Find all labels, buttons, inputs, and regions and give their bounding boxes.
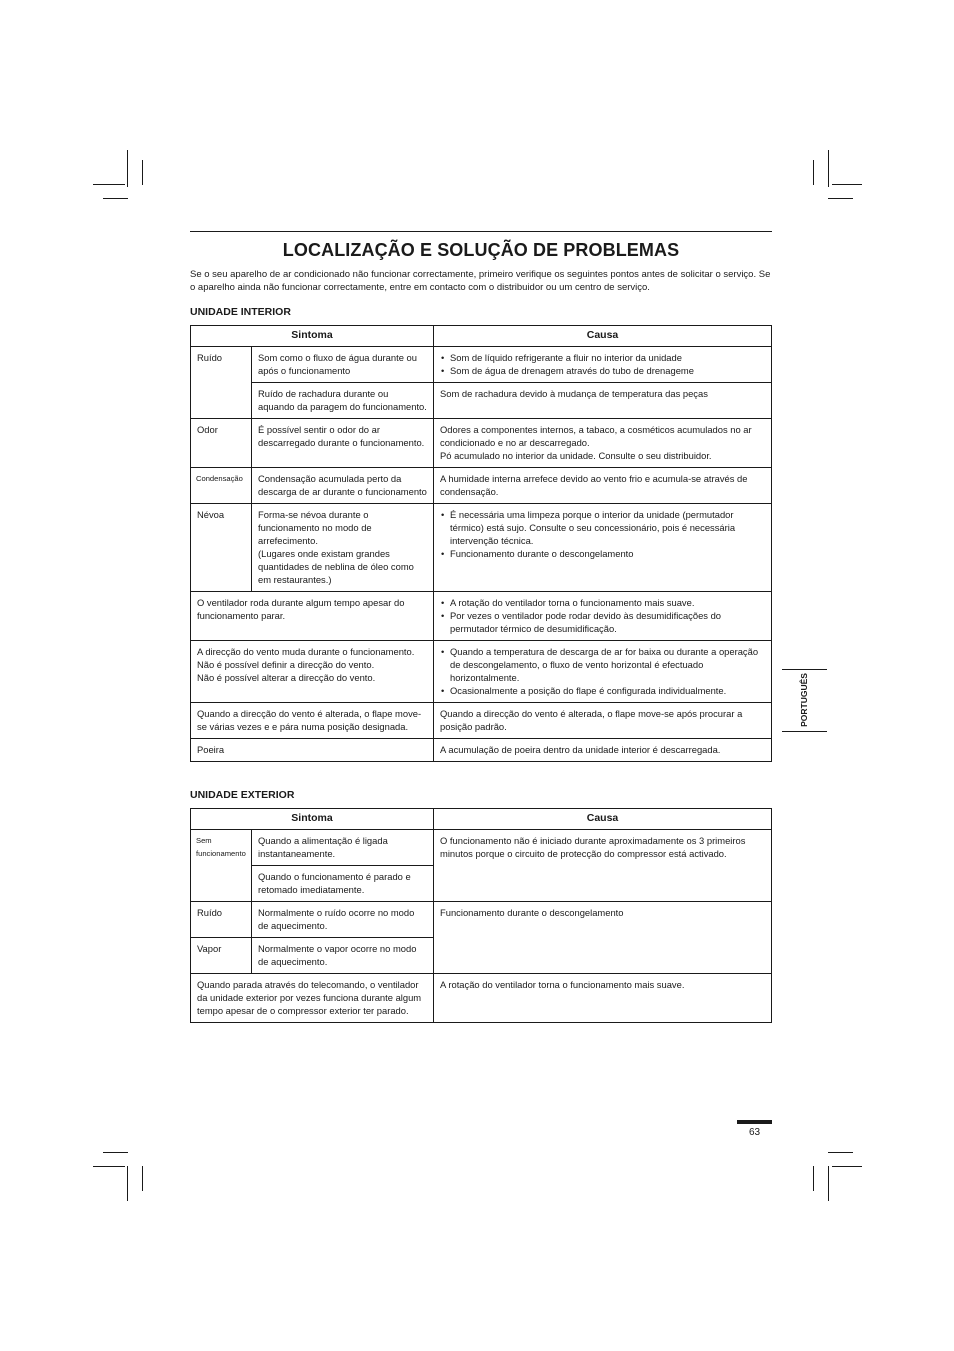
table-row: [191, 902, 772, 938]
cause-bullet: • Som de água de drenagem através do tubo de drenageme: [440, 364, 765, 377]
symptom-cell: O ventilador roda durante algum tempo apesar do funcionamento parar.: [191, 592, 434, 641]
cause-bullet: • Som de líquido refrigerante a fluir no interior da unidade: [440, 351, 765, 364]
category-cell: Ruído: [191, 347, 252, 419]
intro-text: Se o seu aparelho de ar condicionado não funcionar correctamente, primeiro verifique os seguintes pontos antes de solicitar o serviço. Se o aparelho ainda não funcionar correctamente, entre em contacto com o distribuidor ou um centro de serviço.: [190, 269, 771, 293]
cause-bullet: • A rotação do ventilador torna o funcionamento mais suave.: [440, 596, 765, 609]
category-cell: Vapor: [191, 938, 252, 974]
symptom-cell: Poeira: [191, 739, 434, 762]
symptom-line: (Lugares onde existam grandes quantidades de neblina de óleo como em restaurantes.): [258, 548, 414, 585]
symptom-cell: Quando a direcção do vento é alterada, o flape move-se várias vezes e e pára numa posição designada.: [191, 703, 434, 739]
page-title: LOCALIZAÇÃO E SOLUÇÃO DE PROBLEMAS: [282, 240, 680, 260]
symptom-cell: Ruído de rachadura durante ou aquando da paragem do funcionamento.: [252, 383, 434, 419]
symptom-cell: Normalmente o vapor ocorre no modo de aquecimento.: [252, 938, 434, 974]
table-row: [191, 592, 772, 641]
section-heading-outdoor: UNIDADE EXTERIOR: [190, 789, 295, 801]
table-header-row: [191, 326, 772, 347]
cause-bullet: • Ocasionalmente a posição do flape é configurada individualmente.: [440, 684, 765, 697]
cause-cell: O funcionamento não é iniciado durante aproximadamente os 3 primeiros minutos porque o circuito de protecção do compressor está activado.: [434, 830, 772, 902]
table-row: [191, 347, 772, 383]
symptom-header: Sintoma: [191, 809, 434, 830]
page-number: 63: [748, 1127, 761, 1138]
cause-cell: Som de rachadura devido à mudança de temperatura das peças: [434, 383, 772, 419]
symptom-cell: É possível sentir o odor do ar descarregado durante o funcionamento.: [252, 419, 434, 468]
table-row: [191, 504, 772, 592]
category-cell: Névoa: [191, 504, 252, 592]
table-row: [191, 739, 772, 762]
cause-cell: [434, 347, 772, 383]
table-row: [191, 974, 772, 1023]
table-row: [191, 641, 772, 703]
cause-bullet: • É necessária uma limpeza porque o interior da unidade (permutador térmico) está sujo. Consulte o seu concessionário, pois é necessária intervenção técnica.: [440, 508, 765, 547]
table-row: [191, 419, 772, 468]
cause-line: Pó acumulado no interior da unidade. Consulte o seu distribuidor.: [440, 450, 712, 461]
symptom-cell: Condensação acumulada perto da descarga de ar durante o funcionamento: [252, 468, 434, 504]
language-side-tab: [782, 669, 827, 732]
symptom-cell: [191, 641, 434, 703]
category-cell: Ruído: [191, 902, 252, 938]
cause-bullet: • Quando a temperatura de descarga de ar for baixa ou durante a operação de descongelamento, o fluxo de vento horizontal é efectuado horizontalmente.: [440, 645, 765, 684]
cause-cell: [434, 641, 772, 703]
table-row: [191, 830, 772, 866]
cause-line: Odores a componentes internos, a tabaco, a cosméticos acumulados no ar condicionado e no ar descarregado.: [440, 424, 752, 448]
cause-cell: A acumulação de poeira dentro da unidade interior é descarregada.: [434, 739, 772, 762]
cause-cell: Quando a direcção do vento é alterada, o flape move-se após procurar a posição padrão.: [434, 703, 772, 739]
symptom-cell: Quando a alimentação é ligada instantaneamente.: [252, 830, 434, 866]
symptom-line: A direcção do vento muda durante o funcionamento.: [197, 646, 415, 657]
cause-cell: A rotação do ventilador torna o funcionamento mais suave.: [434, 974, 772, 1023]
cause-bullet: • Por vezes o ventilador pode rodar devido às desumidificações do permutador térmico de desumidificação.: [440, 609, 765, 635]
symptom-cell: Quando o funcionamento é parado e retomado imediatamente.: [252, 866, 434, 902]
cause-cell: A humidade interna arrefece devido ao vento frio e acumula-se através de condensação.: [434, 468, 772, 504]
symptom-line: Não é possível definir a direcção do vento.: [197, 659, 375, 670]
category-cell: Sem funcionamento: [191, 830, 252, 902]
cause-cell: [434, 504, 772, 592]
cause-cell: [434, 592, 772, 641]
category-cell: Odor: [191, 419, 252, 468]
cause-cell: Funcionamento durante o descongelamento: [434, 902, 772, 974]
symptom-cell: [252, 504, 434, 592]
table-header-row: [191, 809, 772, 830]
symptom-cell: Normalmente o ruído ocorre no modo de aquecimento.: [252, 902, 434, 938]
symptom-cell: Quando parada através do telecomando, o ventilador da unidade exterior por vezes funciona durante algum tempo apesar de o compressor exterior ter parado.: [191, 974, 434, 1023]
table-row: [191, 703, 772, 739]
cause-header: Causa: [434, 326, 772, 347]
page-number-bar: [737, 1120, 772, 1124]
category-cell: Condensação: [191, 468, 252, 504]
section-heading-indoor: UNIDADE INTERIOR: [190, 306, 291, 318]
outdoor-troubleshooting-table: [190, 808, 772, 1023]
indoor-troubleshooting-table: [190, 325, 772, 762]
symptom-line: Forma-se névoa durante o funcionamento no modo de arrefecimento.: [258, 509, 372, 546]
cause-bullet: • Funcionamento durante o descongelamento: [440, 547, 765, 560]
cause-header: Causa: [434, 809, 772, 830]
table-row: [191, 468, 772, 504]
language-label: PORTUGUÊS: [799, 673, 809, 727]
table-row: [191, 383, 772, 419]
symptom-line: Não é possível alterar a direcção do vento.: [197, 672, 376, 683]
cause-cell: [434, 419, 772, 468]
symptom-cell: Som como o fluxo de água durante ou após o funcionamento: [252, 347, 434, 383]
symptom-header: Sintoma: [191, 326, 434, 347]
header-rule: [190, 231, 772, 232]
